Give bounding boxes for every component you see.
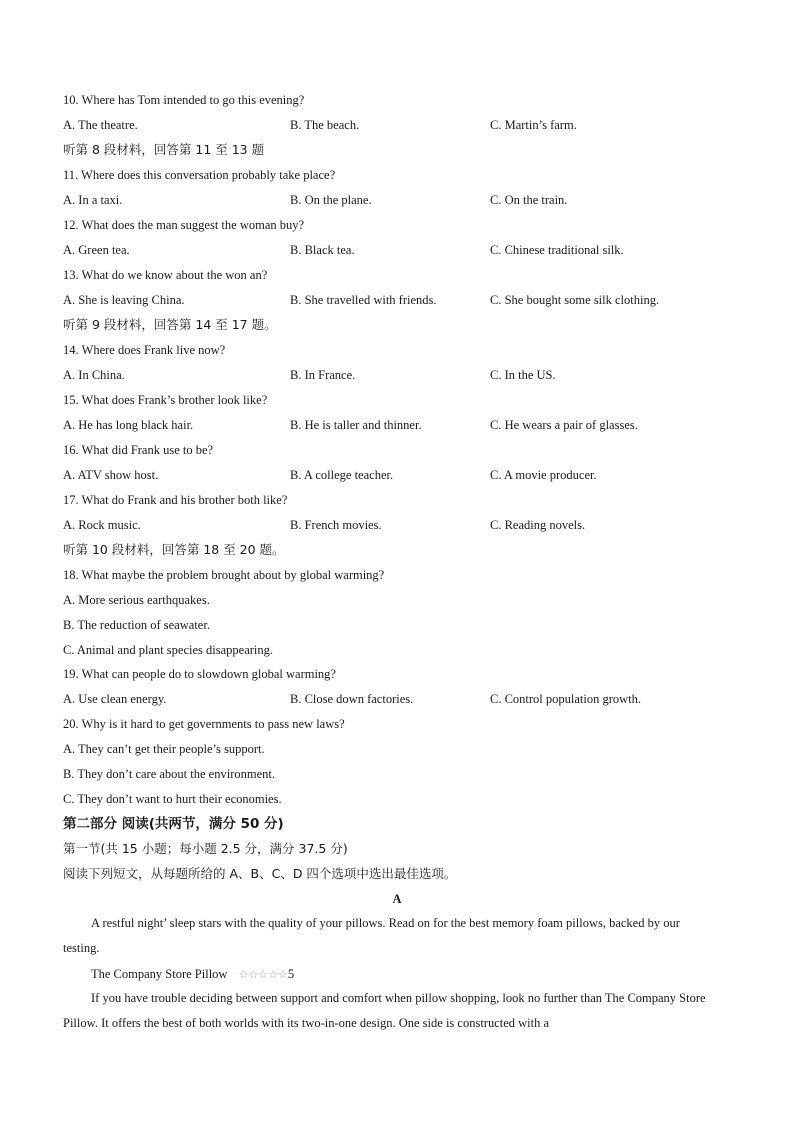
instruction-11-13: 听第 8 段材料，回答第 11 至 13 题: [63, 142, 265, 157]
q13-option-c: C. She bought some silk clothing.: [490, 293, 660, 307]
q17-option-a: A. Rock music.: [63, 518, 141, 532]
passage-paragraph-2: If you have trouble deciding between support and comfort when pillow shopping, look no further than The Company Store Pillow. It offers the best of both worlds with its two-in-one design. One side is constructed with a: [63, 991, 706, 1030]
q12-option-b: B. Black tea.: [290, 243, 355, 257]
q15-option-c: C. He wears a pair of glasses.: [490, 418, 638, 432]
passage-paragraph-1: A restful night’ sleep stars with the quality of your pillows. Read on for the best memory foam pillows, backed by our testing.: [63, 916, 680, 955]
q20-option-b: B. They don’t care about the environment.: [63, 767, 275, 781]
question-11: 11. Where does this conversation probably take place?: [63, 168, 336, 182]
q14-option-c: C. In the US.: [490, 368, 556, 382]
q10-option-c: C. Martin’s farm.: [490, 118, 577, 132]
q19-option-b: B. Close down factories.: [290, 692, 414, 706]
q12-option-a: A. Green tea.: [63, 243, 130, 257]
question-20: 20. Why is it hard to get governments to pass new laws?: [63, 717, 345, 731]
q16-option-a: A. ATV show host.: [63, 468, 159, 482]
product-name: The Company Store Pillow: [91, 967, 228, 981]
star-rating-icon: ☆☆☆☆☆: [238, 969, 288, 981]
part2-title: 第二部分 阅读(共两节，满分 50 分): [63, 816, 284, 832]
q19-option-a: A. Use clean energy.: [63, 692, 167, 706]
question-10: 10. Where has Tom intended to go this evening?: [63, 93, 305, 107]
q11-option-b: B. On the plane.: [290, 193, 372, 207]
section1-heading: 第一节(共 15 小题；每小题 2.5 分，满分 37.5 分): [63, 841, 348, 856]
q13-option-b: B. She travelled with friends.: [290, 293, 437, 307]
question-19: 19. What can people do to slowdown global warming?: [63, 667, 336, 681]
q18-option-c: C. Animal and plant species disappearing.: [63, 643, 274, 657]
q17-option-c: C. Reading novels.: [490, 518, 586, 532]
q15-option-a: A. He has long black hair.: [63, 418, 194, 432]
instruction-18-20: 听第 10 段材料，回答第 18 至 20 题。: [63, 542, 285, 557]
q17-option-b: B. French movies.: [290, 518, 382, 532]
q19-option-c: C. Control population growth.: [490, 692, 642, 706]
q10-option-b: B. The beach.: [290, 118, 360, 132]
question-17: 17. What do Frank and his brother both like?: [63, 493, 288, 507]
instruction-14-17: 听第 9 段材料，回答第 14 至 17 题。: [63, 317, 277, 332]
q18-option-b: B. The reduction of seawater.: [63, 618, 210, 632]
passage-label: A: [392, 892, 402, 906]
question-12: 12. What does the man suggest the woman buy?: [63, 218, 305, 232]
q16-option-b: B. A college teacher.: [290, 468, 394, 482]
question-18: 18. What maybe the problem brought about by global warming?: [63, 568, 385, 582]
question-16: 16. What did Frank use to be?: [63, 443, 214, 457]
question-14: 14. Where does Frank live now?: [63, 343, 226, 357]
q20-option-c: C. They don’t want to hurt their economies.: [63, 792, 282, 806]
question-15: 15. What does Frank’s brother look like?: [63, 393, 268, 407]
q14-option-b: B. In France.: [290, 368, 356, 382]
q18-option-a: A. More serious earthquakes.: [63, 593, 210, 607]
q12-option-c: C. Chinese traditional silk.: [490, 243, 624, 257]
product-rating: 5: [287, 967, 295, 981]
q13-option-a: A. She is leaving China.: [63, 293, 185, 307]
q14-option-a: A. In China.: [63, 368, 125, 382]
q20-option-a: A. They can’t get their people’s support.: [63, 742, 265, 756]
q11-option-c: C. On the train.: [490, 193, 568, 207]
q11-option-a: A. In a taxi.: [63, 193, 123, 207]
product-heading: [91, 966, 294, 983]
reading-instruction: 阅读下列短文，从每题所给的 A、B、C、D 四个选项中选出最佳选项。: [63, 866, 457, 881]
q16-option-c: C. A movie producer.: [490, 468, 597, 482]
q10-option-a: A. The theatre.: [63, 118, 138, 132]
question-13: 13. What do we know about the won an?: [63, 268, 268, 282]
q15-option-b: B. He is taller and thinner.: [290, 418, 422, 432]
